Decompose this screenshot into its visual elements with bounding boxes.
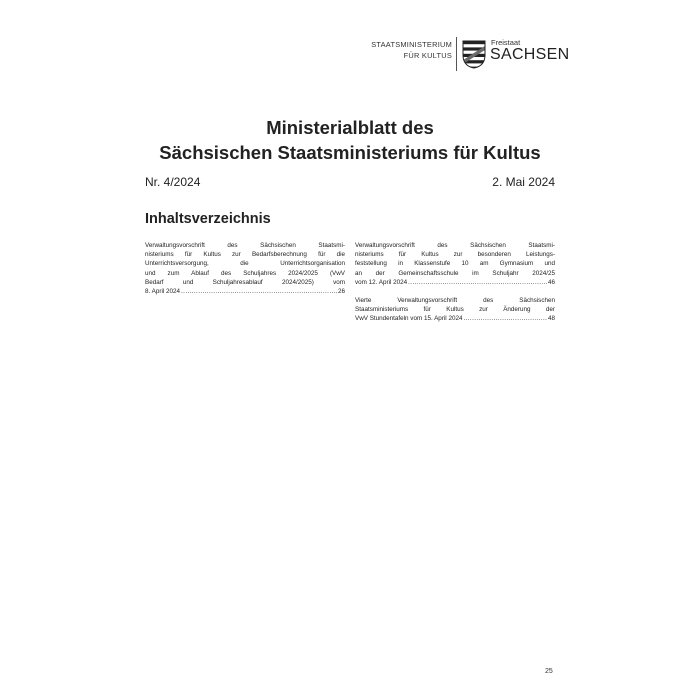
toc-entry-line: Staatsministeriums für Kultus zur Änderung der <box>355 306 555 314</box>
title-line-1: Ministerialblatt des <box>266 117 434 138</box>
logo-divider <box>456 37 457 71</box>
issue-date: 2. Mai 2024 <box>492 175 555 189</box>
toc-leader-dots <box>463 314 547 323</box>
toc-entry-line: vom 12. April 2024 <box>355 278 408 286</box>
ministry-line-2: FÜR KULTUS <box>403 51 452 60</box>
toc-entry-line: 8. April 2024 <box>145 288 181 296</box>
ministry-line-1: STAATSMINISTERIUM <box>371 40 452 49</box>
ministry-logo <box>370 37 570 71</box>
toc-entry-last-line <box>145 287 345 296</box>
toc-entry[interactable] <box>355 241 555 287</box>
toc-page-number: 48 <box>547 315 555 323</box>
toc-entry[interactable] <box>355 296 555 324</box>
toc-entry-last-line <box>355 314 555 323</box>
toc-entry-line: Vierte Verwaltungsvorschrift des Sächsischen <box>355 297 555 305</box>
toc-entry-line: VwV Stundentafeln vom 15. April 2024 <box>355 315 463 323</box>
toc-heading: Inhaltsverzeichnis <box>145 211 271 227</box>
toc-entry-line: an der Gemeinschaftsschule im Schuljahr 2024/25 <box>355 269 555 277</box>
toc-page-number: 26 <box>337 288 345 296</box>
toc-entry-line: nisteriums für Kultus zur besonderen Leistungs- <box>355 251 555 259</box>
toc-column-right <box>355 241 555 333</box>
ministry-name <box>371 39 452 61</box>
issue-number: Nr. 4/2024 <box>145 175 201 189</box>
saxony-coat-of-arms-icon <box>462 40 486 69</box>
toc-entry-last-line <box>355 278 555 287</box>
toc-entry-line: Bedarf und Schuljahresablauf 2024/2025) vom <box>145 278 345 286</box>
toc-entry-line: feststellung in Klassenstufe 10 am Gymnasium und <box>355 260 555 268</box>
toc-entry-line: Unterrichtsversorgung, die Unterrichtsorganisation <box>145 260 345 268</box>
toc-leader-dots <box>181 287 337 296</box>
toc-column-left <box>145 241 345 305</box>
page-title <box>130 115 570 165</box>
title-line-2: Sächsischen Staatsministeriums für Kultus <box>159 142 541 163</box>
toc-entry-line: Verwaltungsvorschrift des Sächsischen Staatsmi- <box>145 242 345 249</box>
toc-leader-dots <box>408 278 547 287</box>
toc-entry[interactable] <box>145 241 345 296</box>
page-number: 25 <box>545 668 553 675</box>
sachsen-label: SACHSEN <box>490 46 570 63</box>
toc-page-number: 46 <box>547 278 555 286</box>
freistaat-label: Freistaat <box>491 38 521 47</box>
toc-entry-line: und zum Ablauf des Schuljahres 2024/2025 (VwV <box>145 269 345 277</box>
toc-entry-line: Verwaltungsvorschrift des Sächsischen Staatsmi- <box>355 242 555 249</box>
toc-entry-line: nisteriums für Kultus zur Bedarfsberechnung für die <box>145 251 345 259</box>
